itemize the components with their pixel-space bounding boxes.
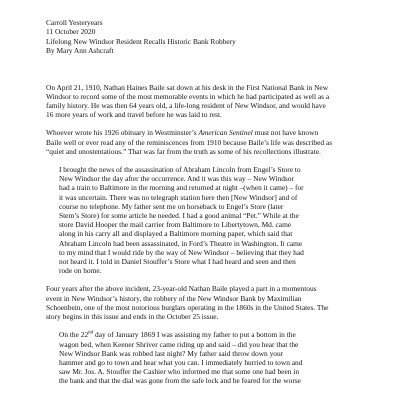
article-header [46,18,364,56]
text-line: Whoever wrote his 1926 obituary in Westminster’s American Sentinel must not have known [46,128,319,138]
column-name: Carroll Yesteryears [46,18,103,27]
article-date: 11 October 2020 [46,27,96,37]
text-line: saw Mr. Jos. A. Stouffer the Cashier who informed me that some one had been in [59,367,300,377]
text-line: store David Hooper the mail carrier from Baltimore to Libertytown, Md. came [59,220,292,230]
text-line: New Windsor the day after the occurrence. And it was this way – New Windsor [59,174,294,184]
text-line: Windsor to record some of the most memorable events in which he had participated as well as a [46,91,330,101]
block-quote [59,330,354,385]
text-line: along in his carry all and displayed a Baltimore morning paper, which said that [59,229,293,239]
superscript: nd [88,330,94,336]
text-line: On April 21, 1910, Nathan Haines Baile sat down at his desk in the First National Bank in New [46,82,329,92]
text-line: story begins in this issue and ends in the October 25 issue. [46,312,219,322]
text-line: I brought the news of the assassination of Abraham Lincoln from Engel’s Store to [59,165,301,175]
text-line: rode on home. [59,266,102,276]
body-paragraph [46,83,364,120]
text-line: Four years after the above incident, 23-year-old Nathan Baile played a part in a momentous [46,284,317,294]
text-line: Schoenbein, one of the most notorious burglars operating in the 1860s in the United States. The [46,302,329,312]
text-line: to my mind that I would ride by the way of New Windsor – believing that they had [59,247,304,257]
byline: By Mary Ann Ashcraft [46,46,114,56]
article-title: Lifelong New Windsor Resident Recalls Historic Bank Robbery [46,36,236,46]
text-line: family history. He was then 64 years old, a life-long resident of New Windsor, and would have [46,101,326,111]
text-line: Baile well or ever read any of the reminiscences from 1910 because Baile’s life was described as [46,137,333,147]
text-line: course no telephone. My father sent me on horseback to Engel’s Store (later [59,201,284,211]
text-line: New Windsor Bank was robbed last night? My father said throw down your [59,348,284,358]
text-line: it was uncertain. There was no telegraph station here then [New Windsor] and of [59,192,298,202]
text-line: event in New Windsor’s history, the robbery of the New Windsor Bank by Maximilian [46,293,302,303]
text-line: hammer and go to town and hear what you can. I immediately hurried to town and [59,357,303,367]
text-line: the bank and that the dial was gone from the safe lock and he feared for the worse [59,376,301,386]
block-quote [59,165,354,275]
text-line: “quiet and unostentatious.” That was far from the truth as some of his recollections illustrate. [46,146,321,156]
article-body [46,83,364,386]
italic-text: American Sentinel [198,128,253,138]
text-line: not heard it. I told in Daniel Stouffer’s Store what I had heard and seen and then [59,257,296,267]
text-line: 16 more years of work and travel before he was laid to rest. [46,110,222,120]
text-line: Abraham Lincoln had been assassinated, in Ford’s Theatre in Washington. It came [59,238,303,248]
text-line: had a train to Baltimore in the morning and returned at night –(when it came) – for [59,183,304,193]
text-line: Stem’s Store) for some article he needed. I had a good animal “Pet.” While at the [59,211,299,221]
body-paragraph [46,284,364,321]
text-line: On the 22nd day of January 1869 I was assisting my father to put a bottom in the [59,330,296,340]
text-line: wagon bed, when Keener Shriver came riding up and said – did you hear that the [59,339,299,349]
body-paragraph [46,128,364,156]
